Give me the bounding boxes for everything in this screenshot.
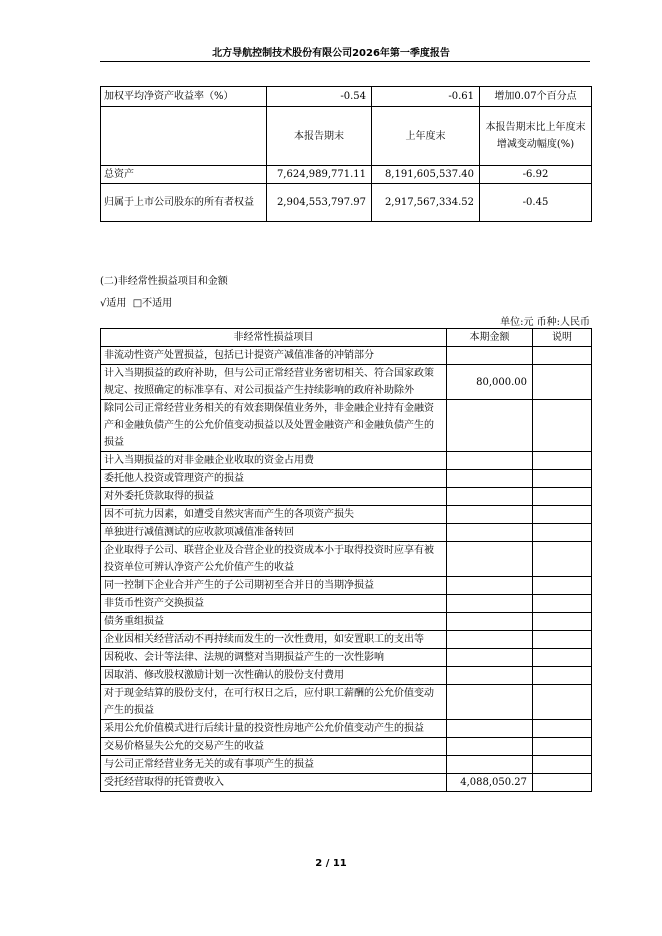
table-row: [101, 577, 592, 595]
total-assets-change: -6.92: [480, 166, 592, 184]
note-cell: [533, 649, 592, 667]
amount-cell: [447, 631, 533, 649]
roe-change: 增加0.07个百分点: [480, 87, 592, 107]
item-cell: 单独进行减值测试的应收款项减值准备转回: [101, 524, 447, 542]
item-cell: 对外委托贷款取得的损益: [101, 488, 447, 506]
applicability: [100, 294, 172, 309]
col-item: 非经常性损益项目: [101, 329, 447, 347]
note-cell: [533, 577, 592, 595]
amount-cell: [447, 470, 533, 488]
applicable-checkbox: √适用: [100, 298, 127, 309]
total-assets-label: 总资产: [101, 166, 267, 184]
amount-cell: [447, 488, 533, 506]
table-row: [101, 667, 592, 685]
table-row: [101, 685, 592, 720]
amount-cell: [447, 649, 533, 667]
note-cell: [533, 720, 592, 738]
item-cell: 企业取得子公司、联营企业及合营企业的投资成本小于取得投资时应享有被投资单位可辨认净资产公允价值产生的收益: [101, 542, 447, 577]
table-row: [101, 506, 592, 524]
table-row: [101, 542, 592, 577]
report-header-title: 北方导航控制技术股份有限公司2026年第一季度报告: [212, 48, 450, 59]
total-assets-current: 7,624,989,771.11: [267, 166, 372, 184]
table-row: [101, 738, 592, 756]
financial-summary-table: [100, 86, 592, 222]
amount-cell: [447, 685, 533, 720]
item-cell: 计入当期损益的对非金融企业收取的资金占用费: [101, 452, 447, 470]
item-cell: 同一控制下企业合并产生的子公司期初至合并日的当期净损益: [101, 577, 447, 595]
note-cell: [533, 452, 592, 470]
item-cell: 委托他人投资或管理资产的损益: [101, 470, 447, 488]
table-row: [101, 649, 592, 667]
amount-cell: [447, 577, 533, 595]
col-current-period-end: 本报告期末: [267, 107, 372, 166]
amount-cell: [447, 720, 533, 738]
item-cell: 除同公司正常经营业务相关的有效套期保值业务外，非金融企业持有金融资产和金融负债产生的公允价值变动损益以及处置金融资产和金融负债产生的损益: [101, 400, 447, 452]
table-row: [101, 470, 592, 488]
header-divider: [100, 61, 590, 62]
note-cell: [533, 685, 592, 720]
item-cell: 受托经营取得的托管费收入: [101, 774, 447, 792]
equity-label: 归属于上市公司股东的所有者权益: [101, 184, 267, 222]
table-row: [101, 87, 592, 107]
amount-cell: [447, 452, 533, 470]
table-row: [101, 488, 592, 506]
item-cell: 因不可抗力因素，如遭受自然灾害而产生的各项资产损失: [101, 506, 447, 524]
note-cell: [533, 774, 592, 792]
note-cell: [533, 738, 592, 756]
item-cell: 计入当期损益的政府补助，但与公司正常经营业务密切相关、符合国家政策规定、按照确定的标准享有、对公司损益产生持续影响的政府补助除外: [101, 365, 447, 400]
note-cell: [533, 488, 592, 506]
item-cell: 采用公允价值模式进行后续计量的投资性房地产公允价值变动产生的损益: [101, 720, 447, 738]
table-row: [101, 613, 592, 631]
amount-cell: [447, 400, 533, 452]
table-row: [101, 595, 592, 613]
note-cell: [533, 542, 592, 577]
amount-cell: [447, 347, 533, 365]
table-row: [101, 365, 592, 400]
col-note: 说明: [533, 329, 592, 347]
amount-cell: 4,088,050.27: [447, 774, 533, 792]
table-row: [101, 166, 592, 184]
item-cell: 债务重组损益: [101, 613, 447, 631]
roe-current: -0.54: [267, 87, 372, 107]
note-cell: [533, 347, 592, 365]
amount-cell: [447, 613, 533, 631]
table-row: [101, 184, 592, 222]
item-cell: 非货币性资产交换损益: [101, 595, 447, 613]
note-cell: [533, 470, 592, 488]
table-row: [101, 720, 592, 738]
unit-currency-note: 单位:元 币种:人民币: [500, 317, 590, 328]
amount-cell: [447, 506, 533, 524]
table-row: [101, 347, 592, 365]
note-cell: [533, 595, 592, 613]
not-applicable-checkbox: □不适用: [132, 298, 173, 309]
item-cell: 对于现金结算的股份支付，在可行权日之后，应付职工薪酬的公允价值变动产生的损益: [101, 685, 447, 720]
item-cell: 交易价格显失公允的交易产生的收益: [101, 738, 447, 756]
table-row: [101, 631, 592, 649]
col-change-rate: 本报告期末比上年度末增减变动幅度(%): [480, 107, 592, 166]
note-cell: [533, 631, 592, 649]
note-cell: [533, 365, 592, 400]
equity-change: -0.45: [480, 184, 592, 222]
item-cell: 企业因相关经营活动不再持续而发生的一次性费用，如安置职工的支出等: [101, 631, 447, 649]
note-cell: [533, 506, 592, 524]
note-cell: [533, 667, 592, 685]
item-cell: 与公司正常经营业务无关的或有事项产生的损益: [101, 756, 447, 774]
note-cell: [533, 524, 592, 542]
table-header-row: [101, 107, 592, 166]
item-cell: 因取消、修改股权激励计划一次性确认的股份支付费用: [101, 667, 447, 685]
total-assets-prior: 8,191,605,537.40: [372, 166, 480, 184]
amount-cell: 80,000.00: [447, 365, 533, 400]
page-number: 2 / 11: [315, 858, 347, 869]
col-prior-year-end: 上年度末: [372, 107, 480, 166]
table-row: [101, 524, 592, 542]
items-table-body: [101, 347, 592, 792]
table-row: [101, 400, 592, 452]
item-cell: 非流动性资产处置损益，包括已计提资产减值准备的冲销部分: [101, 347, 447, 365]
roe-prior: -0.61: [372, 87, 480, 107]
equity-prior: 2,917,567,334.52: [372, 184, 480, 222]
equity-current: 2,904,553,797.97: [267, 184, 372, 222]
amount-cell: [447, 542, 533, 577]
item-cell: 因税收、会计等法律、法规的调整对当期损益产生的一次性影响: [101, 649, 447, 667]
table-row: [101, 774, 592, 792]
roe-label: 加权平均净资产收益率（%）: [101, 87, 267, 107]
section-heading: (二)非经常性损益项目和金额: [100, 276, 228, 287]
amount-cell: [447, 738, 533, 756]
amount-cell: [447, 667, 533, 685]
non-recurring-items-table: [100, 328, 592, 792]
note-cell: [533, 613, 592, 631]
blank-cell: [101, 107, 267, 166]
table-row: [101, 452, 592, 470]
amount-cell: [447, 595, 533, 613]
note-cell: [533, 400, 592, 452]
note-cell: [533, 756, 592, 774]
col-amount: 本期金额: [447, 329, 533, 347]
table-header-row: [101, 329, 592, 347]
amount-cell: [447, 524, 533, 542]
amount-cell: [447, 756, 533, 774]
table-row: [101, 756, 592, 774]
